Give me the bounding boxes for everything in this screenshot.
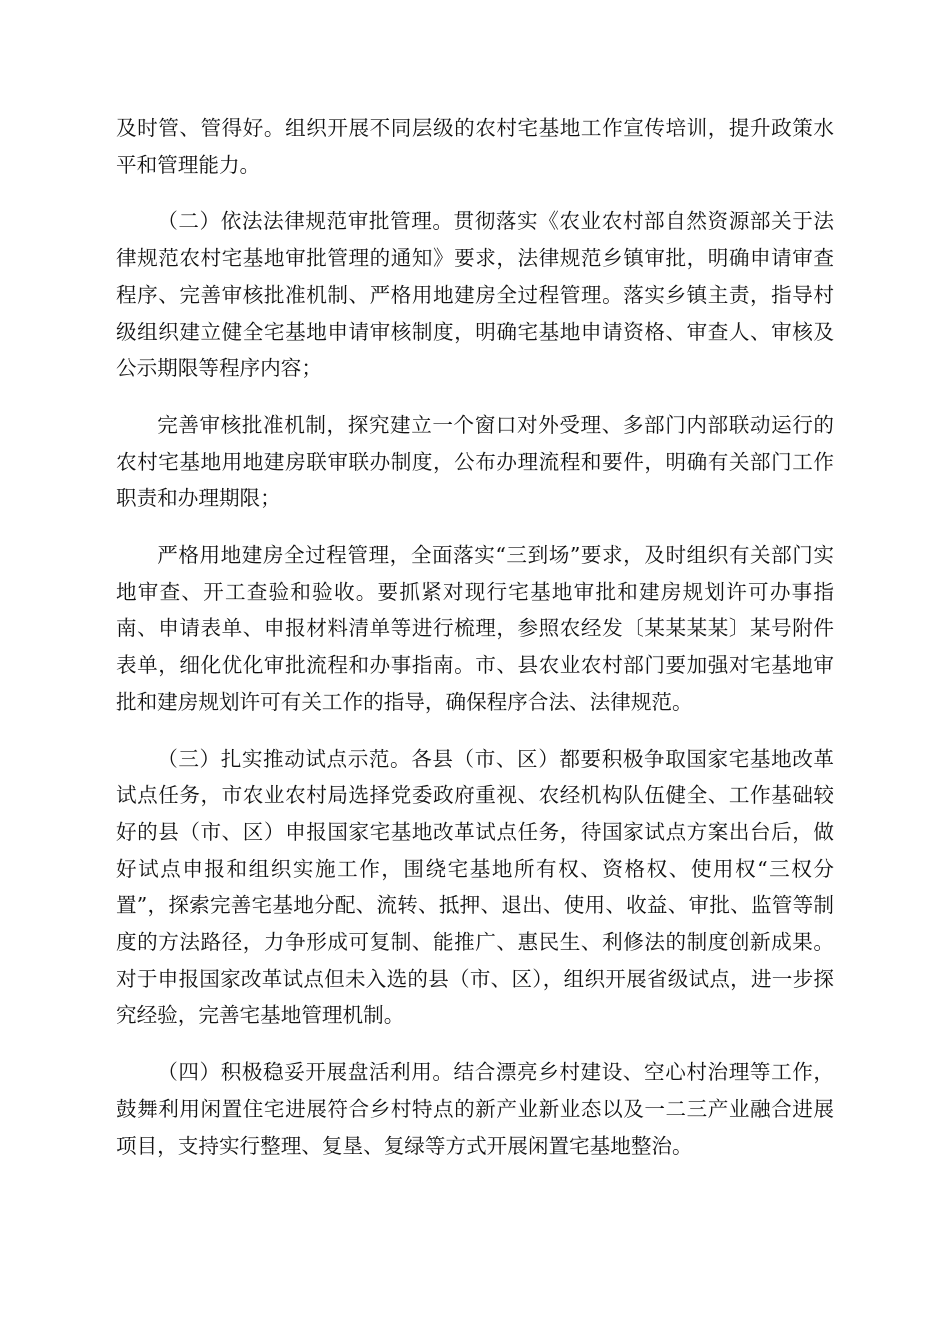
paragraph-review-mechanism: 完善审核批准机制，探究建立一个窗口对外受理、多部门内部联动运行的农村宅基地用地建房联审联办制度，公布办理流程和要件，明确有关部门工作职责和办理期限；: [116, 412, 834, 511]
paragraph-pilot-demonstration: （三）扎实推动试点示范。各县（市、区）都要积极争取国家宅基地改革试点任务，市农业农村局选择党委政府重视、农经机构队伍健全、工作基础较好的县（市、区）申报国家宅基地改革试点任务，待国家试点方案出台后，做好试点申报和组织实施工作，围绕宅基地所有权、资格权、使用权“三权分置”，探索完善宅基地分配、流转、抵押、退出、使用、收益、审批、监管等制度的方法路径，力争形成可复制、能推广、惠民生、利修法的制度创新成果。对于申报国家改革试点但未入选的县（市、区），组织开展省级试点，进一步探究经验，完善宅基地管理机制。: [116, 746, 834, 1028]
paragraph-continuation: 及时管、管得好。组织开展不同层级的农村宅基地工作宣传培训，提升政策水平和管理能力。: [116, 116, 834, 177]
paragraph-construction-management: 严格用地建房全过程管理，全面落实“三到场”要求，及时组织有关部门实地审查、开工查验和验收。要抓紧对现行宅基地审批和建房规划许可办事指南、申请表单、申报材料清单等进行梳理，参照农经发〔某某某某〕某号附件表单，细化优化审批流程和办事指南。市、县农业农村部门要加强对宅基地审批和建房规划许可有关工作的指导，确保程序合法、法律规范。: [116, 543, 834, 714]
paragraph-revitalization-use: （四）积极稳妥开展盘活利用。结合漂亮乡村建设、空心村治理等工作，鼓舞利用闲置住宅进展符合乡村特点的新产业新业态以及一二三产业融合进展项目，支持实行整理、复垦、复绿等方式开展闲置宅基地整治。: [116, 1060, 834, 1158]
document-body: [116, 110, 834, 1184]
paragraph-approval-management: （二）依法法律规范审批管理。贯彻落实《农业农村部自然资源部关于法律规范农村宅基地审批管理的通知》要求，法律规范乡镇审批，明确申请审查程序、完善审核批准机制、严格用地建房全过程管理。落实乡镇主责，指导村级组织建立健全宅基地申请审核制度，明确宅基地申请资格、审查人、审核及公示期限等程序内容；: [116, 209, 834, 381]
